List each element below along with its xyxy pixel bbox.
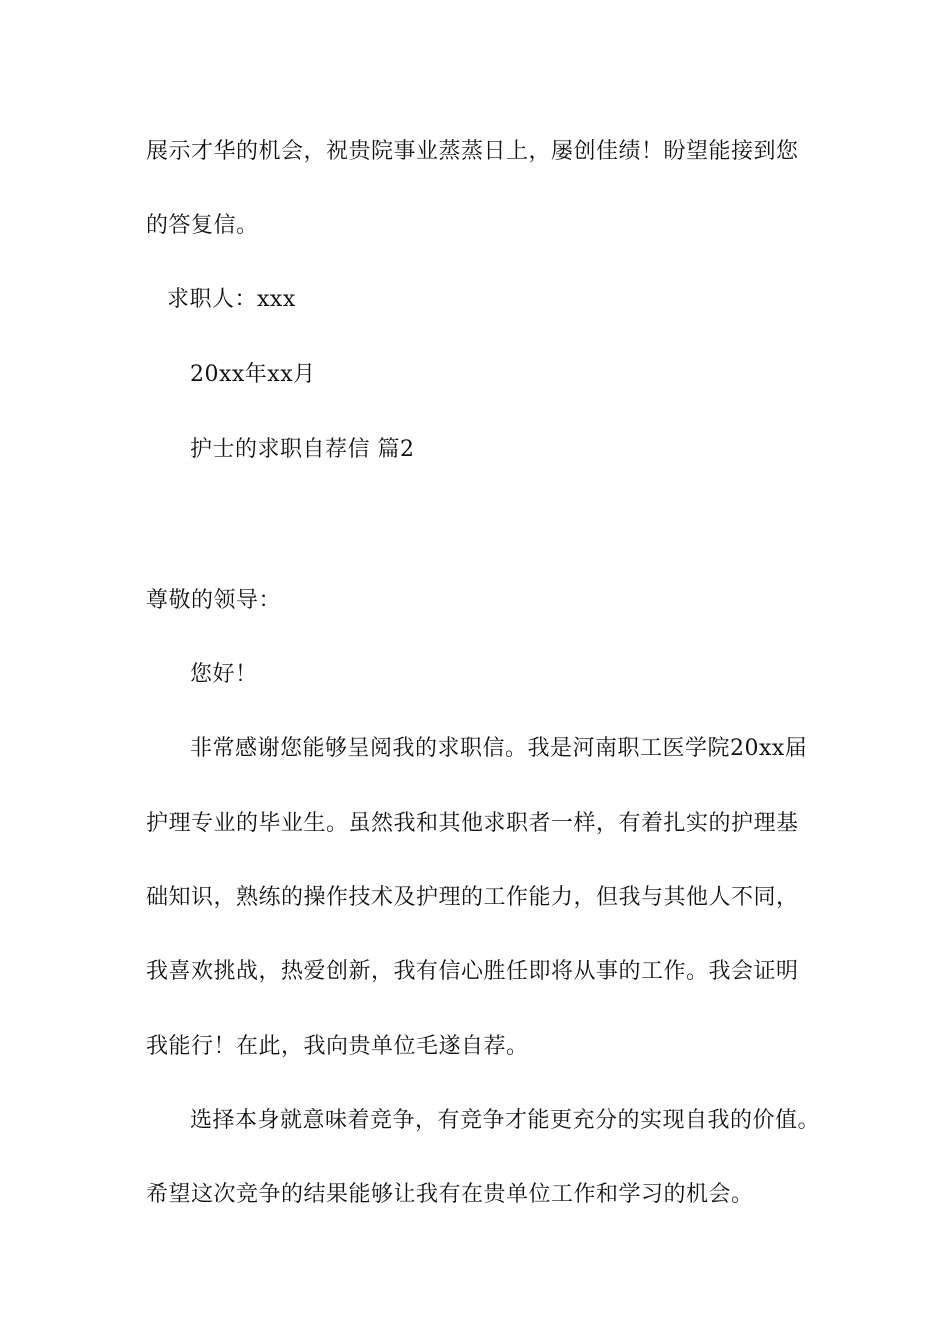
- paragraph-line: 我能行！在此，我向贵单位毛遂自荐。: [146, 1034, 529, 1059]
- paragraph-line: 希望这次竞争的结果能够让我有在贵单位工作和学习的机会。: [146, 1182, 754, 1207]
- salutation: 尊敬的领导：: [146, 588, 282, 613]
- paragraph-line: 的答复信。: [146, 213, 259, 238]
- signature-line: 求职人：xxx: [167, 287, 296, 312]
- paragraph-line: 础知识，熟练的操作技术及护理的工作能力，但我与其他人不同，: [146, 885, 799, 910]
- paragraph-line: 护理专业的毕业生。虽然我和其他求职者一样，有着扎实的护理基: [146, 811, 799, 836]
- section-heading: 护士的求职自荐信 篇2: [190, 437, 415, 462]
- paragraph-line: 选择本身就意味着竞争，有竞争才能更充分的实现自我的价值。: [190, 1108, 821, 1133]
- date-line: 20xx年xx月: [190, 362, 316, 387]
- paragraph-line: 我喜欢挑战，热爱创新，我有信心胜任即将从事的工作。我会证明: [146, 959, 799, 984]
- paragraph-line: 非常感谢您能够呈阅我的求职信。我是河南职工医学院20xx届: [190, 736, 808, 761]
- paragraph-line: 展示才华的机会，祝贵院事业蒸蒸日上，屡创佳绩！盼望能接到您: [146, 139, 799, 164]
- greeting: 您好！: [190, 662, 258, 687]
